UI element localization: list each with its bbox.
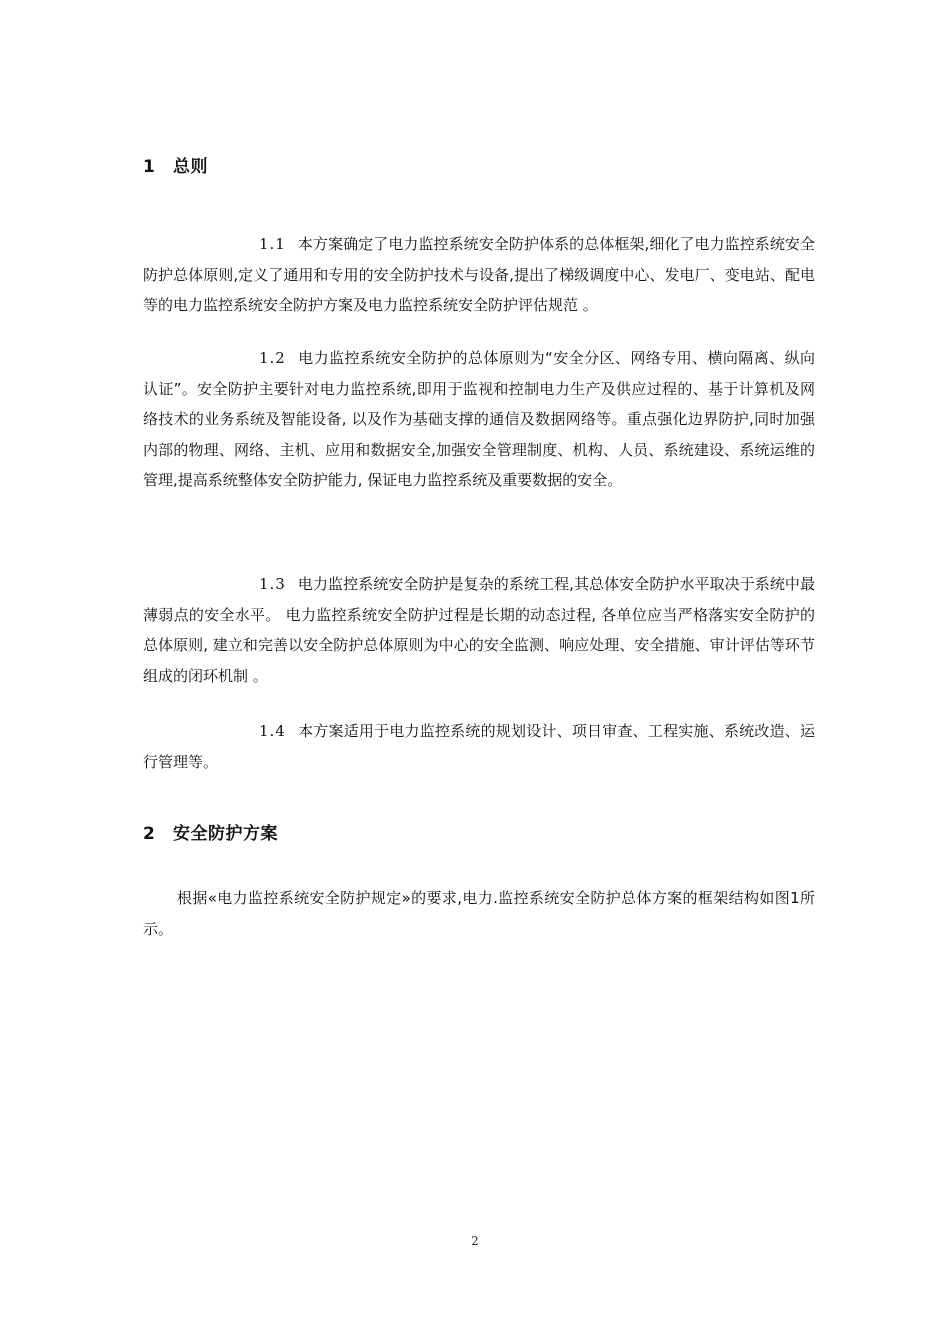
section-title: 总则: [173, 157, 208, 177]
paragraph-text: 本方案适用于电力监控系统的规划设计、项日审查、工程实施、系统改造、运行管理等。: [143, 722, 815, 771]
paragraph-1-2: [143, 343, 815, 496]
section-title: 安全防护方案: [173, 824, 278, 844]
section-number: 2: [143, 824, 156, 844]
paragraph-number: 1.4: [259, 722, 286, 740]
section-heading-1: [143, 152, 208, 177]
page-number: 2: [471, 1234, 479, 1248]
paragraph-text: 电力监控系统安全防护的总体原则为“安全分区、网络专用、横向隔离、纵向认证”。安全防护主要针对电力监控系统,即用于监视和控制电力生产及供应过程的、基于计算机及网络技术的业务系统及智能设备, 以及作为基础支撑的通信及数据网络等。重点强化边界防护,同时加强内部的物理、网络、主机、应用和数据安全,加强安全管理制度、机构、人员、系统建设、系统运维的管理,提高系统整体安全防护能力, 保证电力监控系统及重要数据的安全。: [143, 349, 815, 490]
paragraph-text: 电力监控系统安全防护是复杂的系统工程,其总体安全防护水平取决于系统中最薄弱点的安全水平。 电力监控系统安全防护过程是长期的动态过程, 各单位应当严格落实安全防护的总体原则, 建立和完善以安全防护总体原则为中心的安全监测、响应处理、安全措施、审计评估等环节组成的闭环机制 。: [143, 575, 815, 685]
paragraph-number: 1.3: [259, 575, 286, 593]
paragraph-number: 1.1: [259, 235, 286, 253]
paragraph-2-intro: [143, 883, 815, 944]
paragraph-number: 1.2: [259, 349, 286, 367]
paragraph-text: 本方案确定了电力监控系统安全防护体系的总体框架,细化了电力监控系统安全防护总体原则,定义了通用和专用的安全防护技术与设备,提出了梯级调度中心、发电厂、变电站、配电等的电力监控系统安全防护方案及电力监控系统安全防护评估规范 。: [143, 235, 815, 315]
section-number: 1: [143, 157, 156, 177]
paragraph-1-3: [143, 569, 815, 691]
paragraph-1-4: [143, 716, 815, 777]
paragraph-text: 根据«电力监控系统安全防护规定»的要求,电力.监控系统安全防护总体方案的框架结构如图1所示。: [143, 889, 815, 938]
section-heading-2: [143, 819, 278, 844]
paragraph-1-1: [143, 229, 815, 321]
